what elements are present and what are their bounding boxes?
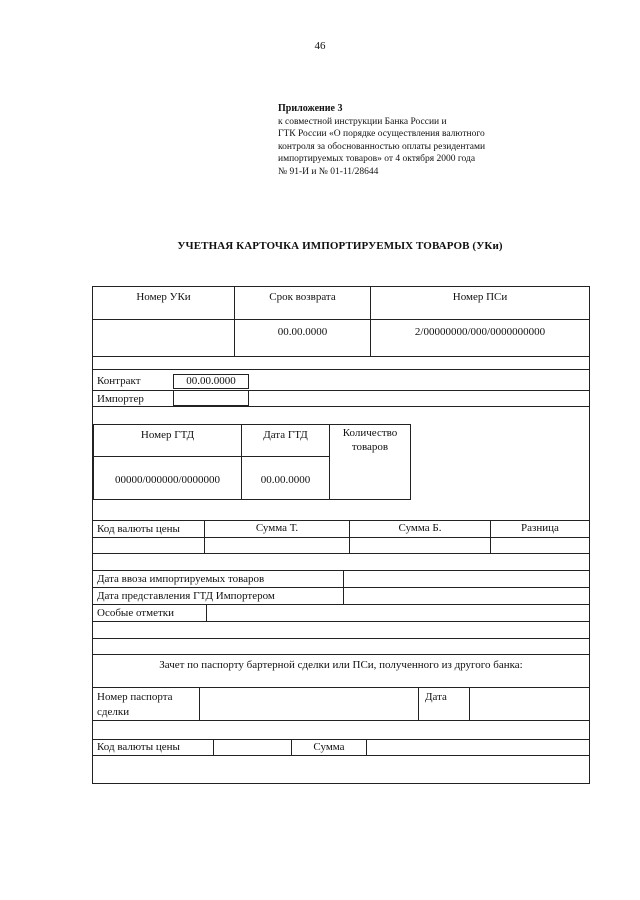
appendix-heading: Приложение 3: [278, 103, 343, 114]
contract-value: 00.00.0000: [186, 375, 236, 387]
psi-number-value: 2/00000000/000/0000000000: [414, 326, 546, 338]
divider: [93, 720, 589, 721]
divider: [93, 537, 589, 538]
divider: [199, 687, 200, 720]
divider: [93, 739, 589, 740]
contract-label: Контракт: [97, 375, 141, 387]
uki-form: [92, 286, 590, 784]
offset-heading: Зачет по паспорту бартерной сделки или ПСи, полученного из другого банка:: [159, 659, 523, 671]
divider: [93, 390, 589, 391]
quantity-header-line2: товаров: [351, 441, 389, 453]
sum-b-label: Сумма Б.: [398, 522, 442, 534]
psi-number-header: Номер ПСи: [452, 291, 508, 303]
divider: [213, 739, 214, 755]
return-term-header: Срок возврата: [269, 291, 336, 303]
difference-label: Разница: [521, 522, 559, 534]
return-term-value: 00.00.0000: [277, 326, 328, 338]
divider: [93, 604, 589, 605]
gtd-number-value: 00000/000000/0000000: [114, 474, 221, 486]
divider: [93, 570, 589, 571]
contract-field[interactable]: [173, 374, 249, 389]
uki-number-header: Номер УКи: [136, 291, 191, 303]
divider: [469, 687, 470, 720]
divider: [93, 520, 589, 521]
importer-label: Импортер: [97, 393, 144, 405]
gtd-number-header: Номер ГТД: [140, 429, 195, 441]
passport-label-line1: Номер паспорта: [97, 691, 173, 703]
divider: [366, 739, 367, 755]
divider: [93, 369, 589, 370]
gtd-date-value: 00.00.0000: [260, 474, 311, 486]
appendix-line: импортируемых товаров» от 4 октября 2000 года: [278, 154, 476, 165]
currency-code-label: Код валюты цены: [97, 523, 180, 535]
appendix-line: контроля за обоснованностью оплаты резидентами: [278, 141, 486, 152]
appendix-line: к совместной инструкции Банка России и: [278, 116, 447, 127]
form-title: УЧЕТНАЯ КАРТОЧКА ИМПОРТИРУЕМЫХ ТОВАРОВ (УКи): [177, 240, 503, 252]
special-notes-label: Особые отметки: [97, 607, 174, 619]
sum-t-label: Сумма Т.: [255, 522, 299, 534]
appendix-line: ГТК России «О порядке осуществления валютного: [278, 129, 485, 140]
offset-currency-label: Код валюты цены: [97, 741, 180, 753]
offset-sum-label: Сумма: [313, 741, 345, 753]
passport-label-line2: сделки: [97, 706, 130, 718]
gtd-submission-date-label: Дата представления ГТД Импортером: [97, 590, 275, 602]
divider: [94, 456, 330, 457]
divider: [93, 638, 589, 639]
divider: [93, 553, 589, 554]
divider: [93, 755, 589, 756]
import-date-label: Дата ввоза импортируемых товаров: [97, 573, 265, 585]
divider: [93, 319, 589, 320]
divider: [93, 654, 589, 655]
divider: [93, 687, 589, 688]
gtd-table: [93, 424, 411, 500]
quantity-header-line1: Количество: [342, 427, 398, 439]
offset-date-label: Дата: [425, 691, 447, 703]
importer-field[interactable]: [173, 390, 249, 406]
appendix-note: [278, 103, 578, 179]
divider: [93, 356, 589, 357]
divider: [93, 621, 589, 622]
divider: [93, 587, 589, 588]
page-number: 46: [314, 40, 326, 52]
divider: [206, 604, 207, 621]
divider: [418, 687, 419, 720]
gtd-date-header: Дата ГТД: [263, 429, 308, 441]
divider: [93, 406, 589, 407]
appendix-line: № 91-И и № 01-11/28644: [278, 166, 379, 177]
